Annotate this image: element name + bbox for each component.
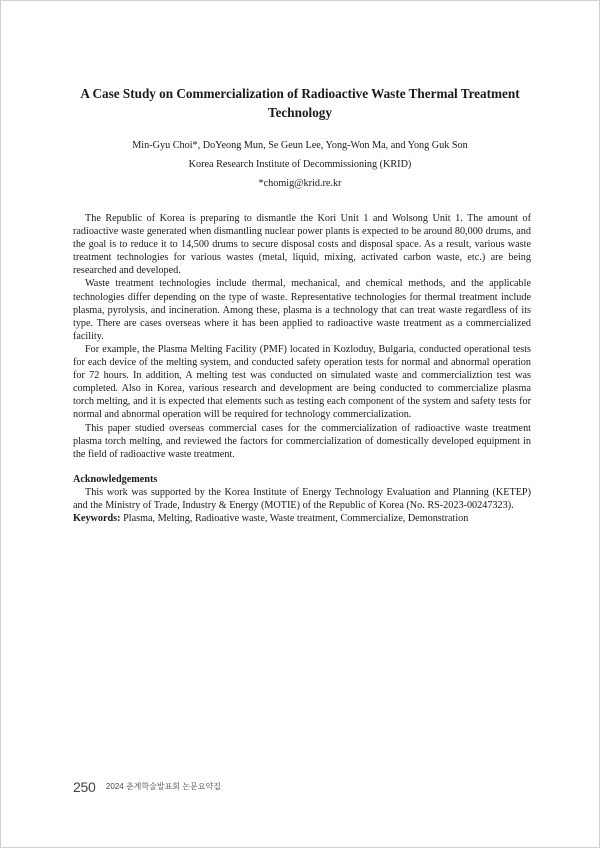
corresponding-email: *chomig@krid.re.kr xyxy=(258,178,342,189)
paper-title: A Case Study on Commercialization of Radioactive Waste Thermal Treatment Technology xyxy=(80,86,520,120)
keywords-text: Plasma, Melting, Radioative waste, Waste treatment, Commercialize, Demonstration xyxy=(120,513,469,525)
acknowledgements-section xyxy=(73,473,531,512)
footer-proceedings-title: 2024 춘계학술발표회 논문요약집 xyxy=(105,782,221,792)
body-paragraph-4: This paper studied overseas commercial cases for the commercialization of radioactive waste treatment plasma torch melting, and reviewed the factors for commercialization of domestically developed equipment in the field of radioactive waste treatment. xyxy=(73,422,531,460)
body-paragraph-2: Waste treatment technologies include thermal, mechanical, and chemical methods, and the applicable technologies differ depending on the type of waste. Representative technologies for thermal treatment include plasma, pyrolysis, and incineration. Among these, plasma is a technology that can treat waste regardless of its type. There are cases overseas where it has been applied to radioactive waste treatment as a commercialized facility. xyxy=(73,278,531,342)
acknowledgements-text: This work was supported by the Korea Institute of Energy Technology Evaluation and Planning (KETEP) and the Ministry of Trade, Industry & Energy (MOTIE) of the Republic of Korea (No. RS-2023-00247323). xyxy=(73,486,531,511)
page-footer xyxy=(73,778,221,796)
keywords-line xyxy=(73,512,531,525)
body-paragraph-1: The Republic of Korea is preparing to dismantle the Kori Unit 1 and Wolsong Unit 1. The amount of radioactive waste generated when dismantling nuclear power plants is expected to be around 80,000 drums, and the goal is to reduce it to 14,500 drums to secure disposal costs and disposal space. As a result, various waste treatment technologies for various wastes (metal, liquid, mixing, activated carbon waste, etc.) are being researched and developed. xyxy=(73,213,531,277)
acknowledgements-heading: Acknowledgements xyxy=(73,473,158,485)
keywords-label: Keywords: xyxy=(73,513,121,525)
body-paragraph-3: For example, the Plasma Melting Facility (PMF) located in Kozloduy, Bulgaria, conducted operational tests for each device of the melting system, and conducted safety operation tests for normal and abnormal operation for 72 hours. In addition, A melting test was conducted on simulated waste and commercializtion test was completed. Also in Korea, various research and development are being conducted to commercialize plasma torch melting, and it is expected that elements such as testing each component of the system and safety tests for normal and abnormal operation will be required for technology commercialization. xyxy=(73,343,531,421)
paper-authors: Min-Gyu Choi*, DoYeong Mun, Se Geun Lee, Yong-Won Ma, and Yong Guk Son xyxy=(132,140,468,151)
paper-body xyxy=(73,212,531,525)
paper-affiliation: Korea Research Institute of Decommissioning (KRID) xyxy=(188,159,412,170)
page-number: 250 xyxy=(73,778,96,795)
